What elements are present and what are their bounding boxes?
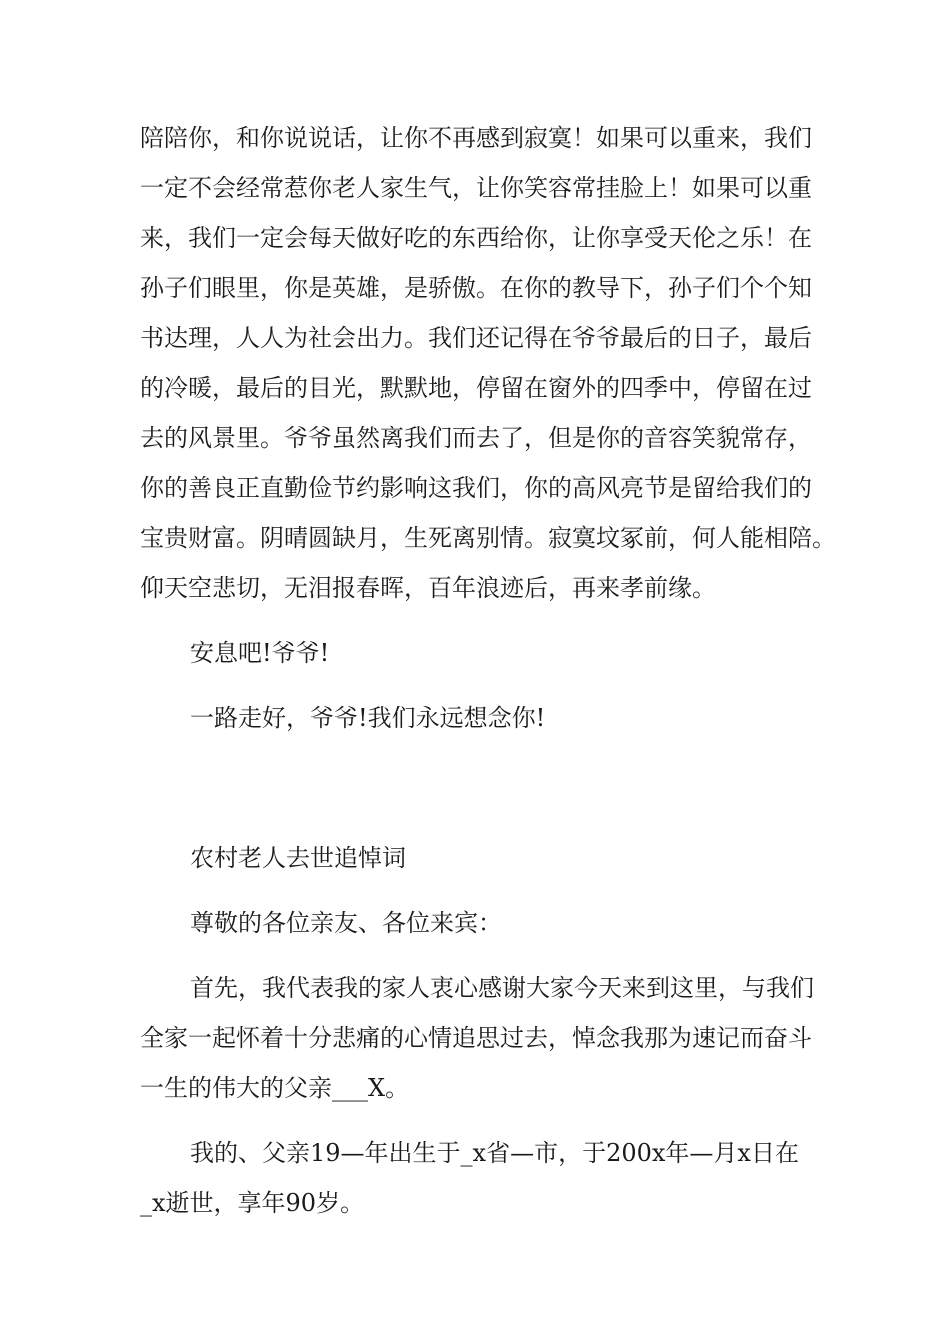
paragraph-line: 去的风景里。爷爷虽然离我们而去了，但是你的音容笑貌常存， (140, 424, 812, 452)
section-title: 农村老人去世追悼词 (190, 844, 406, 872)
paragraph-line: 的冷暖，最后的目光，默默地，停留在窗外的四季中，停留在过 (140, 374, 812, 402)
paragraph-line: 书达理，人人为社会出力。我们还记得在爷爷最后的日子，最后 (140, 324, 812, 352)
paragraph-line: 全家一起怀着十分悲痛的心情追思过去，悼念我那为速记而奋斗 (140, 1024, 812, 1052)
paragraph-line: 一定不会经常惹你老人家生气，让你笑容常挂脸上！如果可以重 (140, 174, 812, 202)
paragraph-line: _x逝世，享年90岁。 (140, 1189, 365, 1217)
paragraph-line: 一生的伟大的父亲___X。 (140, 1074, 410, 1102)
paragraph-line: 陪陪你，和你说说话，让你不再感到寂寞！如果可以重来，我们 (140, 124, 812, 152)
paragraph-line: 孙子们眼里，你是英雄，是骄傲。在你的教导下，孙子们个个知 (140, 274, 812, 302)
paragraph-line: 宝贵财富。阴晴圆缺月，生死离别情。寂寞坟冢前，何人能相陪。 (140, 524, 836, 552)
farewell-line: 一路走好，爷爷!我们永远想念你! (190, 704, 546, 732)
rest-line: 安息吧!爷爷! (190, 639, 330, 667)
paragraph-line: 我的、父亲19—年出生于_x省—市，于200x年—月x日在 (190, 1139, 799, 1167)
paragraph-line: 首先，我代表我的家人衷心感谢大家今天来到这里，与我们 (190, 974, 814, 1002)
paragraph-line: 来，我们一定会每天做好吃的东西给你，让你享受天伦之乐！在 (140, 224, 812, 252)
paragraph-line: 你的善良正直勤俭节约影响这我们，你的高风亮节是留给我们的 (140, 474, 812, 502)
greeting-line: 尊敬的各位亲友、各位来宾： (190, 909, 502, 937)
paragraph-line: 仰天空悲切，无泪报春晖，百年浪迹后，再来孝前缘。 (140, 574, 716, 602)
